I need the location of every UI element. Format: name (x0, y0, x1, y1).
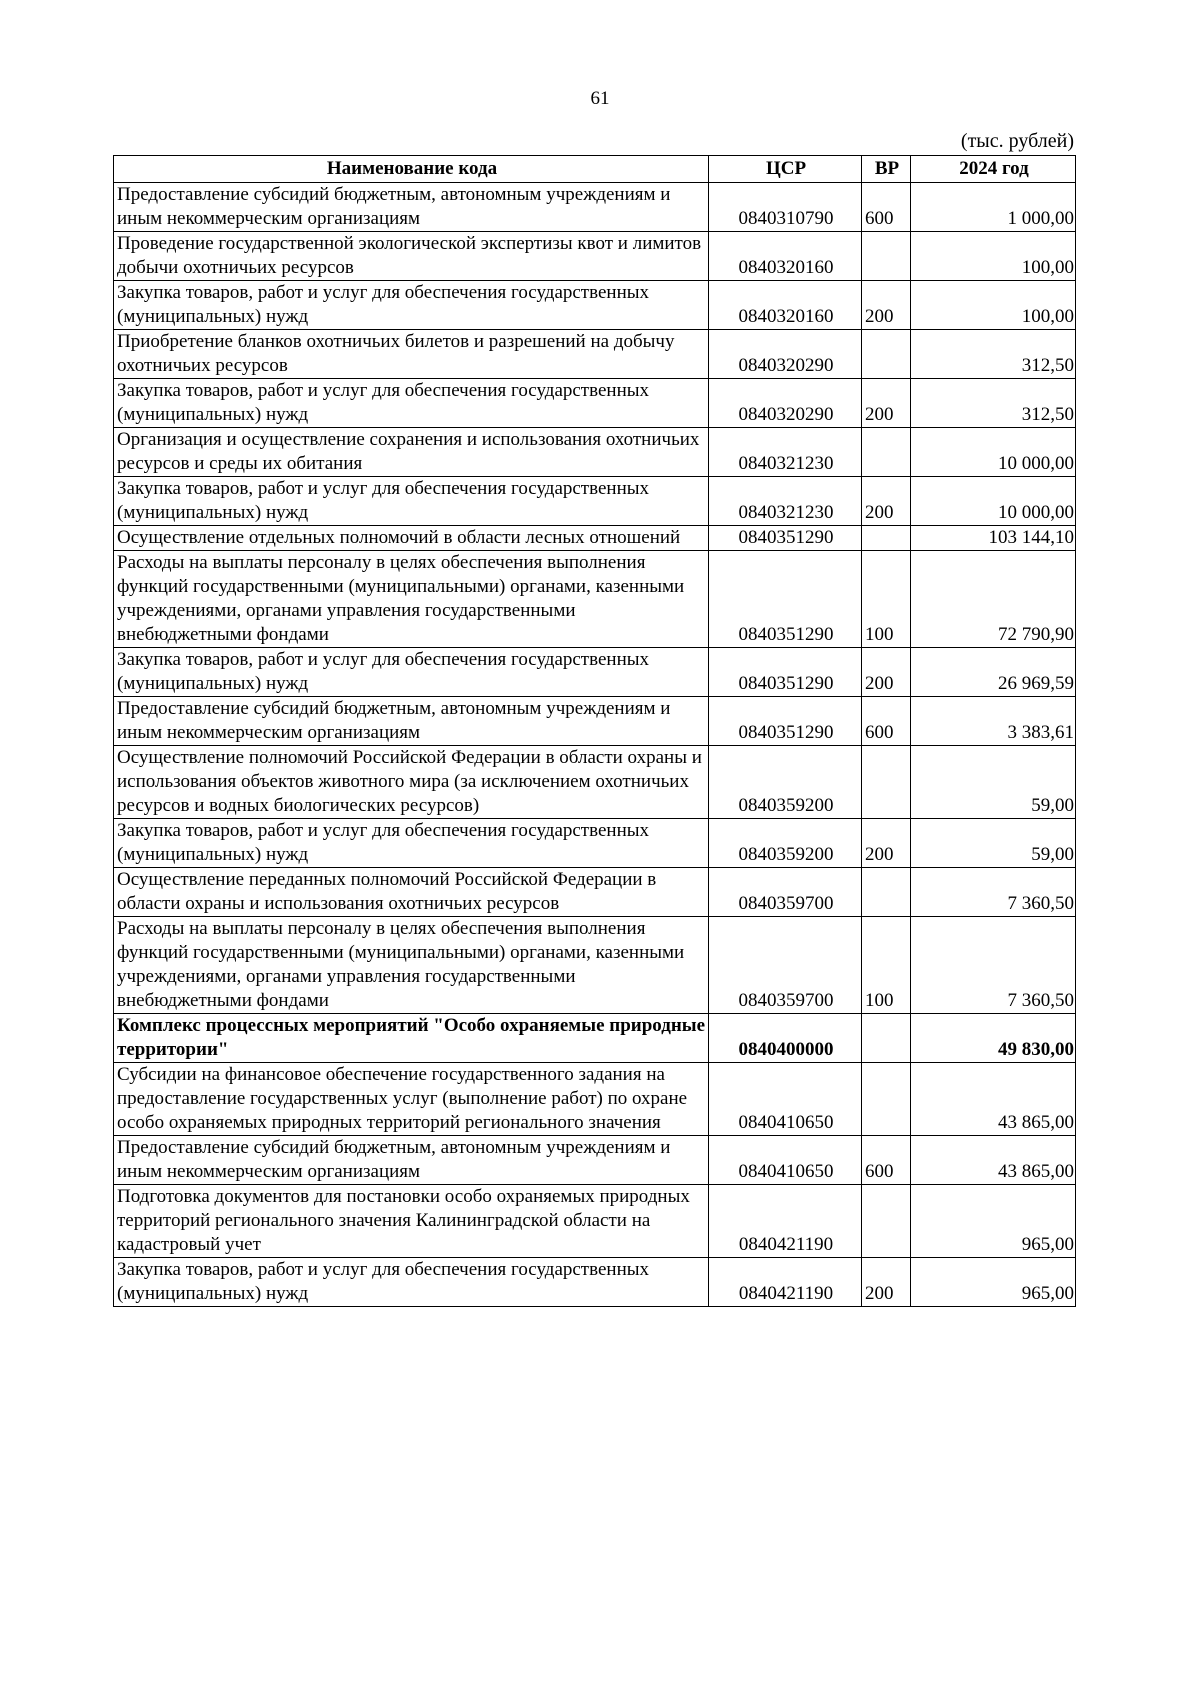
table-row (114, 281, 1076, 330)
row-name-cell: Предоставление субсидий бюджетным, автономным учреждениям и иным некоммерческим организациям (114, 1136, 709, 1185)
row-csr-cell: 0840351290 (709, 551, 862, 648)
row-name-cell: Закупка товаров, работ и услуг для обеспечения государственных (муниципальных) нужд (114, 379, 709, 428)
row-csr-cell: 0840421190 (709, 1258, 862, 1307)
row-vr-cell: 200 (862, 648, 911, 697)
row-name-cell: Комплекс процессных мероприятий "Особо охраняемые природные территории" (114, 1014, 709, 1063)
row-csr-cell: 0840320290 (709, 330, 862, 379)
row-name-cell: Осуществление полномочий Российской Федерации в области охраны и использования объектов животного мира (за исключением охотничьих ресурсов и водных биологических ресурсов) (114, 746, 709, 819)
row-name-cell: Осуществление отдельных полномочий в области лесных отношений (114, 526, 709, 551)
row-name-cell: Организация и осуществление сохранения и использования охотничьих ресурсов и среды их обитания (114, 428, 709, 477)
table-row (114, 697, 1076, 746)
row-amount-cell: 59,00 (911, 746, 1076, 819)
row-csr-cell: 0840359200 (709, 746, 862, 819)
row-csr-cell: 0840421190 (709, 1185, 862, 1258)
row-amount-cell: 49 830,00 (911, 1014, 1076, 1063)
header-vr: ВР (862, 156, 911, 183)
table-body (114, 183, 1076, 1307)
row-amount-cell: 7 360,50 (911, 868, 1076, 917)
table-row (114, 551, 1076, 648)
row-vr-cell (862, 526, 911, 551)
row-vr-cell: 200 (862, 477, 911, 526)
budget-table (113, 155, 1076, 1307)
row-amount-cell: 26 969,59 (911, 648, 1076, 697)
row-vr-cell: 600 (862, 1136, 911, 1185)
row-csr-cell: 0840310790 (709, 183, 862, 232)
units-label: (тыс. рублей) (960, 130, 1074, 152)
row-csr-cell: 0840359200 (709, 819, 862, 868)
table-row (114, 1063, 1076, 1136)
row-vr-cell: 200 (862, 1258, 911, 1307)
row-csr-cell: 0840320290 (709, 379, 862, 428)
row-name-cell: Закупка товаров, работ и услуг для обеспечения государственных (муниципальных) нужд (114, 477, 709, 526)
table-row (114, 648, 1076, 697)
row-name-cell: Субсидии на финансовое обеспечение государственного задания на предоставление государственных услуг (выполнение работ) по охране особо охраняемых природных территорий регионального значения (114, 1063, 709, 1136)
row-csr-cell: 0840321230 (709, 477, 862, 526)
table-row (114, 1185, 1076, 1258)
row-amount-cell: 59,00 (911, 819, 1076, 868)
table-row (114, 819, 1076, 868)
row-amount-cell: 43 865,00 (911, 1136, 1076, 1185)
row-amount-cell: 100,00 (911, 232, 1076, 281)
row-csr-cell: 0840359700 (709, 917, 862, 1014)
table-header-row (114, 156, 1076, 183)
row-name-cell: Предоставление субсидий бюджетным, автономным учреждениям и иным некоммерческим организациям (114, 697, 709, 746)
row-csr-cell: 0840351290 (709, 648, 862, 697)
table-row (114, 1136, 1076, 1185)
page-number: 61 (590, 88, 610, 109)
row-amount-cell: 7 360,50 (911, 917, 1076, 1014)
row-vr-cell (862, 868, 911, 917)
row-csr-cell: 0840410650 (709, 1136, 862, 1185)
row-vr-cell: 100 (862, 917, 911, 1014)
row-name-cell: Закупка товаров, работ и услуг для обеспечения государственных (муниципальных) нужд (114, 281, 709, 330)
row-name-cell: Закупка товаров, работ и услуг для обеспечения государственных (муниципальных) нужд (114, 648, 709, 697)
row-vr-cell: 200 (862, 379, 911, 428)
table-row (114, 428, 1076, 477)
table-row (114, 1258, 1076, 1307)
row-csr-cell: 0840351290 (709, 697, 862, 746)
row-name-cell: Осуществление переданных полномочий Российской Федерации в области охраны и использования охотничьих ресурсов (114, 868, 709, 917)
row-csr-cell: 0840400000 (709, 1014, 862, 1063)
row-amount-cell: 103 144,10 (911, 526, 1076, 551)
row-csr-cell: 0840410650 (709, 1063, 862, 1136)
row-amount-cell: 72 790,90 (911, 551, 1076, 648)
row-vr-cell (862, 232, 911, 281)
row-vr-cell (862, 1185, 911, 1258)
header-name: Наименование кода (114, 156, 709, 183)
table-row (114, 868, 1076, 917)
row-vr-cell: 100 (862, 551, 911, 648)
row-name-cell: Расходы на выплаты персоналу в целях обеспечения выполнения функций государственными (муниципальными) органами, казенными учреждениями, органами управления государственными внебюджетными фондами (114, 917, 709, 1014)
row-name-cell: Закупка товаров, работ и услуг для обеспечения государственных (муниципальных) нужд (114, 819, 709, 868)
row-vr-cell (862, 330, 911, 379)
header-csr: ЦСР (709, 156, 862, 183)
table-row (114, 526, 1076, 551)
header-year: 2024 год (911, 156, 1076, 183)
row-name-cell: Закупка товаров, работ и услуг для обеспечения государственных (муниципальных) нужд (114, 1258, 709, 1307)
row-amount-cell: 10 000,00 (911, 428, 1076, 477)
row-vr-cell: 200 (862, 819, 911, 868)
table-row (114, 746, 1076, 819)
table-row (114, 1014, 1076, 1063)
table-row (114, 183, 1076, 232)
row-amount-cell: 10 000,00 (911, 477, 1076, 526)
row-amount-cell: 965,00 (911, 1258, 1076, 1307)
row-name-cell: Приобретение бланков охотничьих билетов и разрешений на добычу охотничьих ресурсов (114, 330, 709, 379)
row-amount-cell: 1 000,00 (911, 183, 1076, 232)
table-row (114, 379, 1076, 428)
row-csr-cell: 0840320160 (709, 232, 862, 281)
row-amount-cell: 3 383,61 (911, 697, 1076, 746)
row-amount-cell: 965,00 (911, 1185, 1076, 1258)
row-csr-cell: 0840320160 (709, 281, 862, 330)
row-amount-cell: 312,50 (911, 379, 1076, 428)
row-amount-cell: 312,50 (911, 330, 1076, 379)
row-name-cell: Расходы на выплаты персоналу в целях обеспечения выполнения функций государственными (муниципальными) органами, казенными учреждениями, органами управления государственными внебюджетными фондами (114, 551, 709, 648)
table-row (114, 917, 1076, 1014)
row-vr-cell: 200 (862, 281, 911, 330)
row-csr-cell: 0840351290 (709, 526, 862, 551)
row-csr-cell: 0840359700 (709, 868, 862, 917)
row-amount-cell: 100,00 (911, 281, 1076, 330)
row-vr-cell (862, 746, 911, 819)
table-row (114, 232, 1076, 281)
row-vr-cell: 600 (862, 183, 911, 232)
row-vr-cell (862, 428, 911, 477)
row-vr-cell: 600 (862, 697, 911, 746)
row-name-cell: Проведение государственной экологической экспертизы квот и лимитов добычи охотничьих ресурсов (114, 232, 709, 281)
row-csr-cell: 0840321230 (709, 428, 862, 477)
row-name-cell: Подготовка документов для постановки особо охраняемых природных территорий регионального значения Калининградской области на кадастровый учет (114, 1185, 709, 1258)
row-name-cell: Предоставление субсидий бюджетным, автономным учреждениям и иным некоммерческим организациям (114, 183, 709, 232)
row-vr-cell (862, 1014, 911, 1063)
table-row (114, 477, 1076, 526)
row-amount-cell: 43 865,00 (911, 1063, 1076, 1136)
row-vr-cell (862, 1063, 911, 1136)
table-row (114, 330, 1076, 379)
